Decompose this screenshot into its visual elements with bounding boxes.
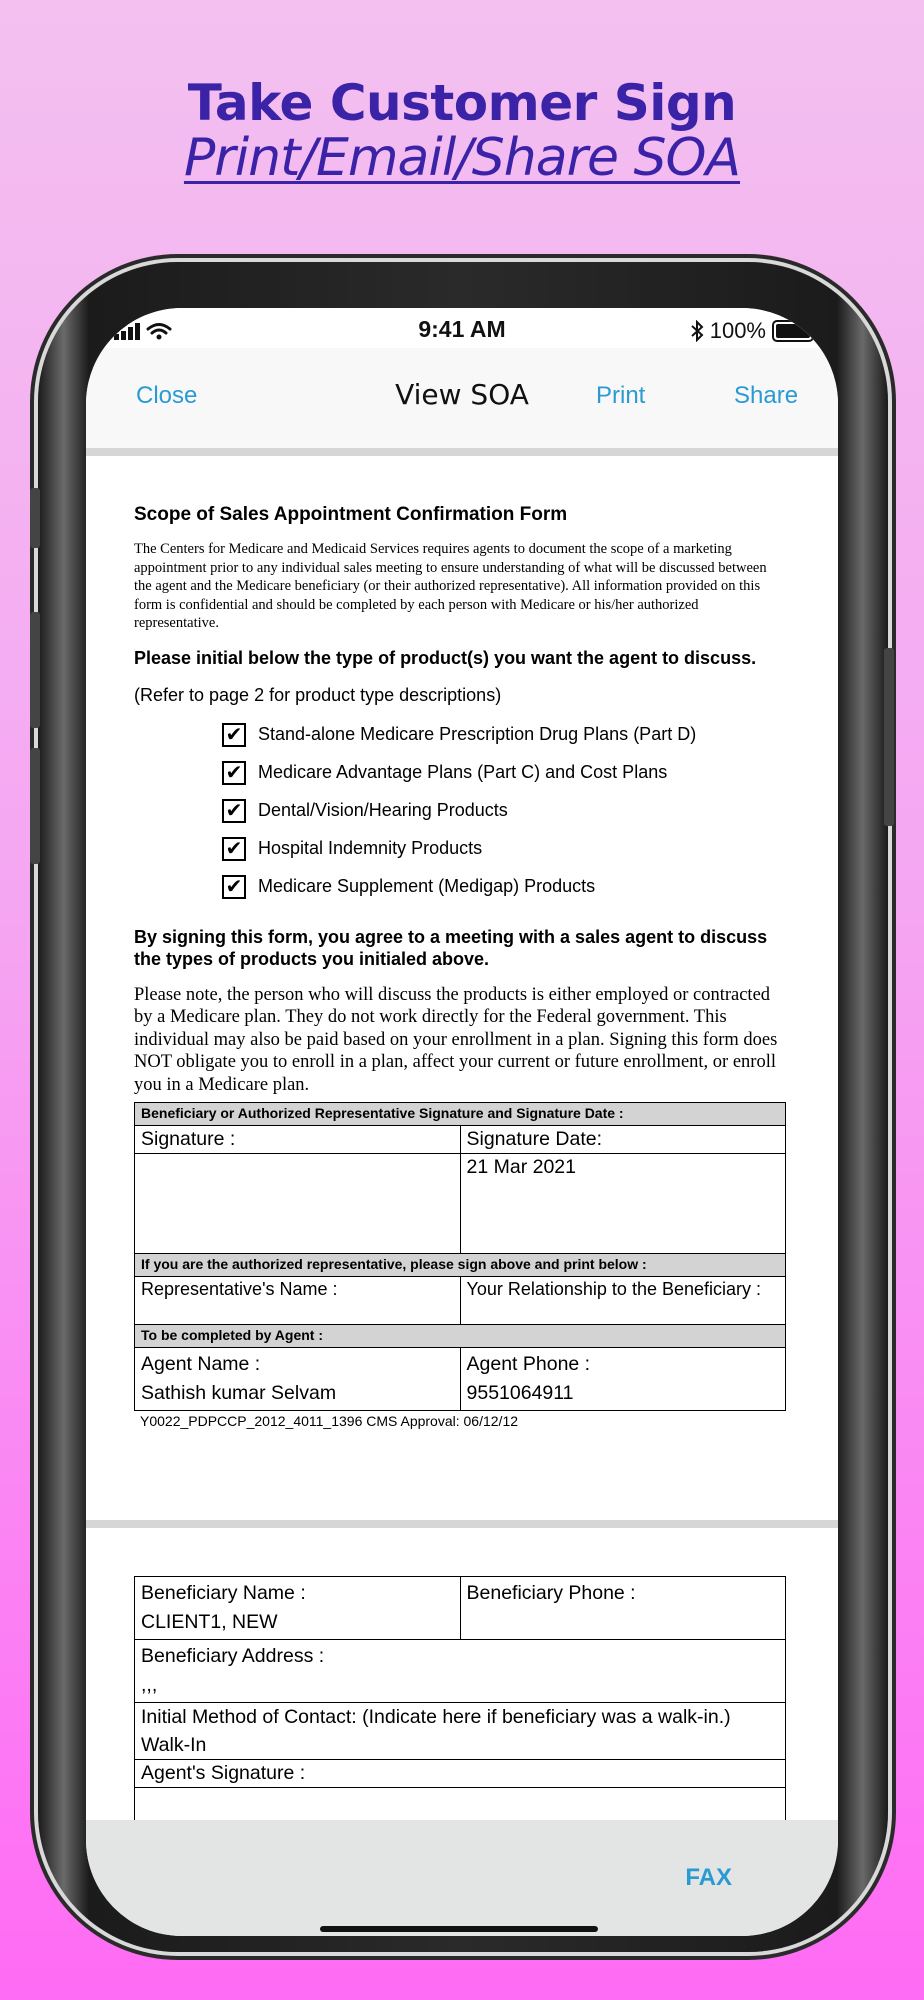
rep-name-label: Representative's Name : — [135, 1277, 461, 1325]
beneficiary-name-value: CLIENT1, NEW — [141, 1611, 278, 1633]
intro-paragraph: The Centers for Medicare and Medicaid Services requires agents to document the scope of a marketing appointment prior to any individual sales meeting to ensure understanding of what will be discussed between the agent and the Medicare beneficiary (or their authorized representative). All information provided on this form is confidential and should be completed by each person with Medicare or his/her authorized representative. — [134, 541, 767, 631]
print-button[interactable]: Print — [596, 382, 646, 409]
form-title: Scope of Sales Appointment Confirmation Form — [134, 504, 568, 525]
checkbox[interactable]: ✔ — [222, 799, 246, 823]
contact-method-value: Walk-In — [141, 1734, 207, 1756]
checkbox[interactable]: ✔ — [222, 875, 246, 899]
bluetooth-icon — [690, 320, 704, 342]
agreement-text: By signing this form, you agree to a meeting with a sales agent to discuss the types of products you initialed above. — [134, 926, 768, 969]
close-button[interactable]: Close — [136, 382, 198, 409]
disclaimer-paragraph: Please note, the person who will discuss the products is either employed or contracted by a Medicare plan. They do not work directly for the Federal government. This individual may also be paid based on your enrollment in a plan. Signing this form does NOT obligate you to enroll in a plan, affect your current or future enrollment, or enroll you in a Medicare plan. — [134, 984, 778, 1095]
soa-document-page-2 — [134, 1576, 786, 1828]
battery-icon — [772, 320, 814, 342]
signature-field[interactable] — [135, 1154, 461, 1254]
rep-section-header: If you are the authorized representative, please sign above and print below : — [135, 1254, 786, 1277]
nav-divider — [86, 448, 838, 456]
product-label: Medicare Supplement (Medigap) Products — [258, 876, 596, 896]
product-checklist — [222, 716, 786, 906]
share-button[interactable]: Share — [734, 382, 799, 409]
status-time: 9:41 AM — [418, 316, 506, 342]
initial-prompt: Please initial below the type of product(s) you want the agent to discuss. — [134, 647, 757, 668]
checkbox[interactable]: ✔ — [222, 837, 246, 861]
product-label: Hospital Indemnity Products — [258, 838, 483, 858]
phone-screen — [86, 308, 838, 1936]
volume-up-button — [30, 612, 40, 728]
contact-method-label: Initial Method of Contact: (Indicate here if beneficiary was a walk-in.) — [141, 1706, 731, 1728]
rep-relationship-label: Your Relationship to the Beneficiary : — [460, 1277, 786, 1325]
agent-phone-label: Agent Phone : — [466, 1353, 591, 1375]
promo-subheadline: Print/Email/Share SOA — [183, 128, 741, 188]
status-right — [690, 318, 814, 344]
nav-bar — [86, 348, 838, 448]
product-label: Dental/Vision/Hearing Products — [258, 800, 508, 820]
volume-down-button — [30, 748, 40, 864]
power-button — [884, 648, 894, 826]
product-item — [222, 868, 786, 906]
promo-headline: Take Customer Sign — [187, 74, 737, 132]
mute-switch — [30, 488, 40, 548]
beneficiary-address-label: Beneficiary Address : — [141, 1645, 325, 1667]
checkbox[interactable]: ✔ — [222, 761, 246, 785]
bottom-toolbar — [86, 1820, 838, 1936]
refer-note: (Refer to page 2 for product type descriptions) — [134, 684, 502, 705]
product-item — [222, 716, 786, 754]
agent-phone-value: 9551064911 — [466, 1382, 574, 1404]
agent-name-label: Agent Name : — [141, 1353, 261, 1375]
product-label: Stand-alone Medicare Prescription Drug Plans (Part D) — [258, 724, 697, 744]
beneficiary-address-value: ,,, — [141, 1674, 158, 1696]
status-bar — [86, 308, 838, 348]
agent-section-header: To be completed by Agent : — [135, 1325, 786, 1348]
beneficiary-table — [134, 1576, 786, 1828]
signature-section-header: Beneficiary or Authorized Representative Signature and Signature Date : — [135, 1103, 786, 1126]
product-item — [222, 830, 786, 868]
signature-date-value: 21 Mar 2021 — [460, 1154, 786, 1254]
signature-label: Signature : — [135, 1126, 461, 1154]
battery-percent: 100% — [709, 318, 766, 343]
checkbox[interactable]: ✔ — [222, 723, 246, 747]
signature-date-label: Signature Date: — [460, 1126, 786, 1154]
product-item — [222, 754, 786, 792]
agent-name-value: Sathish kumar Selvam — [141, 1382, 337, 1404]
product-label: Medicare Advantage Plans (Part C) and Cost Plans — [258, 762, 668, 782]
fax-button[interactable]: FAX — [685, 1864, 732, 1891]
nav-title: View SOA — [395, 378, 529, 411]
product-item — [222, 792, 786, 830]
cms-approval-code: Y0022_PDPCCP_2012_4011_1396 CMS Approval: 06/12/12 — [140, 1413, 519, 1429]
beneficiary-phone-label: Beneficiary Phone : — [466, 1582, 636, 1604]
beneficiary-name-label: Beneficiary Name : — [141, 1582, 306, 1604]
home-indicator[interactable] — [320, 1926, 598, 1932]
agent-signature-label: Agent's Signature : — [135, 1760, 786, 1788]
signature-table — [134, 1102, 786, 1411]
page-divider — [86, 1520, 838, 1528]
soa-document-page-1 — [134, 504, 786, 1429]
